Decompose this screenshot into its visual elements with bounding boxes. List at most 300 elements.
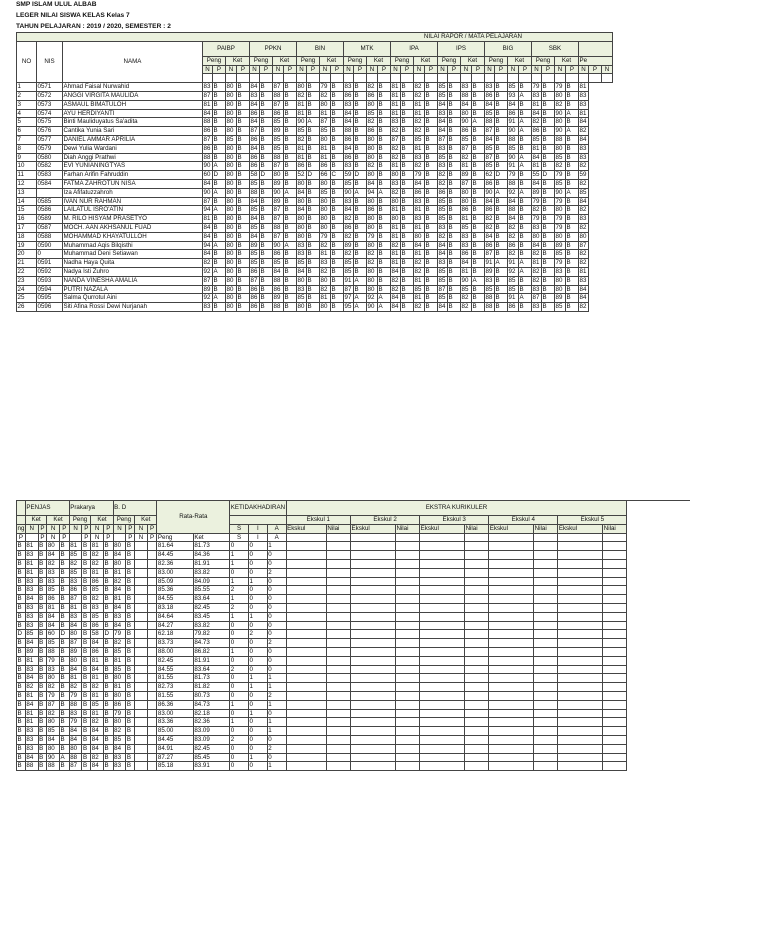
student-row [17, 674, 691, 683]
ekskul-cell [558, 709, 603, 718]
grade-cell [135, 727, 147, 736]
grade-cell: 81 [25, 559, 38, 568]
grade-cell: 90 [273, 241, 284, 250]
p-header: P [495, 65, 508, 74]
ekskul-cell [489, 691, 534, 700]
peng-header: Peng [485, 56, 508, 65]
grade-cell: B [126, 612, 135, 621]
ket-header: Ket [414, 56, 438, 65]
np-header: N [135, 533, 147, 542]
grade-table-1 [16, 32, 613, 312]
grade-cell: B [401, 118, 414, 127]
ekskul-cell [558, 559, 603, 568]
grade-cell: 80 [367, 276, 378, 285]
grade-cell: B [401, 294, 414, 303]
peng-header: Peng [69, 516, 91, 525]
n-header: N [203, 65, 213, 74]
ekskul-cell [420, 762, 465, 771]
student-row [17, 259, 613, 268]
grade-cell: B [38, 762, 47, 771]
grade-cell: B [126, 639, 135, 648]
absence-alpha: 0 [267, 612, 286, 621]
ekskul-cell [558, 753, 603, 762]
grade-cell: 80 [226, 197, 237, 206]
average-peng: 87.27 [157, 753, 193, 762]
student-nis: 0585 [37, 197, 63, 206]
grade-cell: 83 [532, 91, 542, 100]
grade-cell: 84 [344, 118, 354, 127]
ekskul-cell [326, 603, 350, 612]
empty-cell [226, 74, 237, 83]
grade-cell: 81 [391, 250, 401, 259]
ekskul-cell [326, 683, 350, 692]
grade-cell: B [103, 647, 113, 656]
peng-header: Peng [113, 516, 135, 525]
absence-permit: 1 [249, 683, 268, 692]
grade-cell: B [542, 276, 555, 285]
empty-cell [558, 533, 603, 542]
absence-sick: 1 [230, 700, 249, 709]
grade-cell: B [542, 144, 555, 153]
grade-cell: B [542, 100, 555, 109]
subject-header: BIG [485, 41, 532, 56]
grade-cell: B [448, 91, 461, 100]
grade-cell: B [38, 683, 47, 692]
ekskul-cell [465, 700, 489, 709]
grade-cell: A [213, 188, 226, 197]
grade-cell: 80 [113, 559, 126, 568]
grade-cell: B [566, 135, 579, 144]
grade-cell: B [284, 100, 297, 109]
empty-cell [670, 497, 690, 501]
column-no-header: NO [17, 41, 37, 82]
student-name: Binti Mauliduyatus Sa'adita [63, 118, 203, 127]
grade-cell: B [401, 232, 414, 241]
grade-cell: 81 [414, 294, 425, 303]
grade-cell: B [82, 691, 91, 700]
grade-cell: 83 [203, 303, 213, 312]
n-header: N [579, 65, 589, 74]
grade-cell: 90 [367, 303, 378, 312]
grade-cell: B [401, 285, 414, 294]
grade-cell: 85 [508, 276, 519, 285]
grade-cell: 87 [344, 285, 354, 294]
row-number: 18 [17, 232, 37, 241]
grade-cell: B [213, 179, 226, 188]
empty-cell [508, 74, 519, 83]
ekskul-cell [534, 568, 558, 577]
grade-cell: 86 [250, 153, 260, 162]
grade-cell: B [17, 744, 26, 753]
grade-cell [135, 665, 147, 674]
grade-cell: 83 [344, 162, 354, 171]
grade-cell: B [425, 91, 438, 100]
absence-permit: 1 [249, 612, 268, 621]
empty-cell [579, 74, 589, 83]
grade-cell: B [38, 542, 47, 551]
empty-cell [414, 74, 425, 83]
grade-cell: 88 [555, 135, 566, 144]
ekskul-cell [558, 718, 603, 727]
grade-cell: B [425, 153, 438, 162]
p-header: P [331, 65, 344, 74]
n-header: N [297, 65, 307, 74]
grade-cell: B [401, 135, 414, 144]
absence-type-header: S [230, 533, 249, 542]
ekskul-cell [465, 612, 489, 621]
grade-cell: B [60, 709, 70, 718]
ekskul-cell [558, 744, 603, 753]
empty-cell [485, 74, 495, 83]
grade-cell: B [425, 223, 438, 232]
grade-cell: 89 [69, 647, 82, 656]
empty-cell [542, 74, 555, 83]
grade-cell: 83 [438, 223, 448, 232]
ekskul-cell [603, 753, 627, 762]
grade-cell: 79 [555, 259, 566, 268]
grade-cell: B [38, 656, 47, 665]
grade-cell: 82 [391, 188, 401, 197]
grade-cell: 87 [273, 83, 284, 92]
ekskul-cell [465, 762, 489, 771]
grade-cell: 90 [555, 188, 566, 197]
ekskul-cell [534, 630, 558, 639]
grade-cell: B [519, 171, 532, 180]
student-row [17, 179, 613, 188]
grade-cell: B [519, 206, 532, 215]
average-ket: 84.73 [193, 700, 229, 709]
grade-cell: B [17, 762, 26, 771]
grade-cell: 86 [250, 109, 260, 118]
student-row [17, 215, 613, 224]
ekskul-cell [286, 559, 326, 568]
grade-cell: B [82, 621, 91, 630]
grade-cell: A [284, 241, 297, 250]
grade-cell: 82 [508, 250, 519, 259]
grade-cell [147, 762, 157, 771]
grade-cell: 83 [297, 250, 307, 259]
student-nis: 0577 [37, 135, 63, 144]
ekskul-cell [286, 639, 326, 648]
student-row [17, 542, 691, 551]
grade-cell: B [542, 267, 555, 276]
grade-cell: 80 [391, 171, 401, 180]
grade-cell: 86 [508, 241, 519, 250]
grade-cell: B [38, 559, 47, 568]
ekskul-cell [489, 603, 534, 612]
row-number: 15 [17, 206, 37, 215]
grade-cell: A [378, 188, 391, 197]
ekskul-cell [534, 691, 558, 700]
grade-cell: B [307, 241, 320, 250]
ekskul-cell [465, 656, 489, 665]
grade-cell: B [542, 303, 555, 312]
grade-cell: 79 [555, 83, 566, 92]
ekskul-cell [351, 665, 396, 674]
empty-cell [534, 533, 558, 542]
ekskul-cell [558, 586, 603, 595]
student-row [17, 135, 613, 144]
ekskul-cell [558, 630, 603, 639]
grade-cell: 81 [532, 162, 542, 171]
grade-cell: 85 [47, 586, 60, 595]
grade-cell: 85 [69, 551, 82, 560]
grade-cell: B [354, 232, 367, 241]
ekskul-cell [603, 577, 627, 586]
grade-cell: B [425, 250, 438, 259]
ekskul-cell [286, 577, 326, 586]
student-nis: 0582 [37, 162, 63, 171]
grade-cell: 83 [25, 577, 38, 586]
average-ket: 81.91 [193, 559, 229, 568]
ekskul-cell [603, 586, 627, 595]
ekskul-cell [465, 718, 489, 727]
grade-cell: B [237, 83, 250, 92]
grade-cell: 80 [367, 100, 378, 109]
student-name: FATMA ZAHROTUN NISA [63, 179, 203, 188]
grade-cell: D [542, 171, 555, 180]
empty-cell [555, 74, 566, 83]
grade-cell: B [448, 206, 461, 215]
grade-cell: 86 [344, 135, 354, 144]
empty-cell [420, 533, 465, 542]
ekskul-cell [558, 568, 603, 577]
grade-cell: 85 [438, 267, 448, 276]
grade-cell: 84 [461, 259, 472, 268]
ekskul-cell [534, 727, 558, 736]
grade-cell: B [260, 153, 273, 162]
absence-sick: 1 [230, 612, 249, 621]
grade-cell: 82 [414, 259, 425, 268]
ekskul-cell [489, 551, 534, 560]
grade-cell [147, 683, 157, 692]
ekskul-cell [286, 665, 326, 674]
grade-cell: B [237, 91, 250, 100]
grade-cell: 81 [91, 691, 104, 700]
ekskul-cell [489, 639, 534, 648]
grade-cell: 84 [297, 188, 307, 197]
grade-cell: 87 [273, 100, 284, 109]
grade-cell: 83 [113, 762, 126, 771]
subject-header-row [17, 41, 613, 56]
grade-cell: 90 [203, 162, 213, 171]
grade-cell: B [401, 267, 414, 276]
ekskul-cell [420, 559, 465, 568]
grade-cell: B [401, 206, 414, 215]
grade-cell: 84 [508, 215, 519, 224]
grade-cell: A [354, 188, 367, 197]
ekskul-cell [534, 674, 558, 683]
grade-cell: B [38, 718, 47, 727]
grade-cell: 95 [344, 303, 354, 312]
grade-cell: B [60, 727, 70, 736]
grade-cell: B [260, 179, 273, 188]
grade-cell: B [38, 700, 47, 709]
grade-cell: 79 [113, 630, 126, 639]
ekskul-cell [286, 542, 326, 551]
grade-cell: 80 [69, 656, 82, 665]
grade-cell: B [284, 267, 297, 276]
student-row [17, 197, 613, 206]
ekskul-cell [286, 595, 326, 604]
grade-cell: 85 [344, 267, 354, 276]
ekskul-cell [326, 691, 350, 700]
student-nis: 0592 [37, 267, 63, 276]
grade-cell: B [472, 241, 485, 250]
grade-cell: B [126, 691, 135, 700]
grade-cell: B [401, 241, 414, 250]
grade-cell [147, 551, 157, 560]
ekskul-cell [534, 762, 558, 771]
grade-cell: B [60, 595, 70, 604]
grade-cell: B [237, 206, 250, 215]
student-nis: 0593 [37, 276, 63, 285]
subject-header: SBK [532, 41, 579, 56]
grade-cell [135, 630, 147, 639]
ekskul-cell [465, 586, 489, 595]
grade-cell [135, 577, 147, 586]
student-row [17, 250, 613, 259]
grade-cell: 86 [344, 153, 354, 162]
row-number: 17 [17, 223, 37, 232]
grade-table-2-container [16, 497, 690, 827]
empty-cell [603, 533, 627, 542]
empty-cell [448, 74, 461, 83]
grade-cell: B [566, 223, 579, 232]
row-number: 26 [17, 303, 37, 312]
empty-cell [532, 74, 542, 83]
grade-cell: B [495, 153, 508, 162]
average-peng: 62.18 [157, 630, 193, 639]
grade-cell: B [331, 250, 344, 259]
average-peng: 88.00 [157, 647, 193, 656]
ekskul-cell [395, 665, 419, 674]
grade-cell: 85 [226, 135, 237, 144]
grade-cell: B [448, 135, 461, 144]
grade-cell: B [495, 197, 508, 206]
grade-cell: 82 [91, 551, 104, 560]
grade-cell: 86 [508, 109, 519, 118]
ekskul-cell [351, 718, 396, 727]
grade-cell: B [126, 559, 135, 568]
grade-cell: 92 [508, 188, 519, 197]
grade-cell: 89 [555, 241, 566, 250]
grade-cell: 83 [113, 612, 126, 621]
grade-cell: B [401, 109, 414, 118]
grade-cell: 85 [47, 727, 60, 736]
grade-cell: 91 [508, 118, 519, 127]
student-nis: 0583 [37, 171, 63, 180]
student-name: MOCH. AAN AKHSANUL FUAD [63, 223, 203, 232]
grade-cell: B [448, 215, 461, 224]
grade-cell: B [284, 197, 297, 206]
grade-cell: B [401, 83, 414, 92]
grade-cell: B [17, 691, 26, 700]
grade-cell: 79 [69, 691, 82, 700]
grade-cell: 60 [47, 630, 60, 639]
grade-cell: 83 [579, 91, 589, 100]
average-ket: 84.73 [193, 639, 229, 648]
grade-cell: 82 [344, 250, 354, 259]
grade-cell: B [103, 603, 113, 612]
grade-cell: B [260, 294, 273, 303]
student-nis: 0 [37, 250, 63, 259]
grade-cell: B [126, 744, 135, 753]
grade-cell: 82 [25, 683, 38, 692]
grade-cell: A [213, 162, 226, 171]
grade-cell: 84 [91, 665, 104, 674]
student-row [17, 700, 691, 709]
row-number: 24 [17, 285, 37, 294]
row-number: 5 [17, 118, 37, 127]
grade-cell: 87 [250, 276, 260, 285]
grade-cell: B [17, 700, 26, 709]
grade-cell: B [260, 118, 273, 127]
ekskul-group-header: Ekskul 1 [286, 516, 350, 525]
grade-cell: 81 [579, 267, 589, 276]
grade-cell: 81 [25, 691, 38, 700]
grade-cell [147, 603, 157, 612]
grade-cell: B [103, 727, 113, 736]
grade-cell: 86 [91, 621, 104, 630]
student-row [17, 223, 613, 232]
grade-cell: B [425, 100, 438, 109]
grade-cell: B [307, 179, 320, 188]
grade-cell: B [472, 285, 485, 294]
grade-cell: B [60, 551, 70, 560]
grade-cell: B [519, 250, 532, 259]
grade-cell: 84 [69, 727, 82, 736]
grade-cell: B [542, 162, 555, 171]
grade-cell: 82 [414, 162, 425, 171]
empty-cell [395, 533, 419, 542]
grade-cell: 80 [532, 232, 542, 241]
grade-cell: 84 [69, 621, 82, 630]
average-peng: 84.91 [157, 744, 193, 753]
grade-cell: 82 [367, 83, 378, 92]
grade-table-1-container [16, 32, 768, 362]
absence-sick: 1 [230, 577, 249, 586]
grade-cell: B [60, 683, 70, 692]
grade-cell: 80 [69, 630, 82, 639]
row-number: 14 [17, 197, 37, 206]
grade-cell: B [126, 551, 135, 560]
grade-cell: 88 [250, 188, 260, 197]
grade-cell: 84 [579, 294, 589, 303]
absence-type-header: I [249, 524, 268, 533]
grade-cell: 85 [297, 294, 307, 303]
grade-cell: 89 [273, 294, 284, 303]
average-ket: 85.55 [193, 586, 229, 595]
ekskul-cell [534, 542, 558, 551]
grade-cell: 80 [320, 135, 331, 144]
ekskul-cell [420, 603, 465, 612]
grade-cell: B [17, 647, 26, 656]
grade-cell [147, 735, 157, 744]
absence-sick: 0 [230, 762, 249, 771]
grade-cell: B [566, 179, 579, 188]
average-peng: 84.45 [157, 735, 193, 744]
ekskul-cell [420, 665, 465, 674]
grade-cell: A [519, 127, 532, 136]
grade-cell: 83 [579, 144, 589, 153]
np-header: P [103, 533, 113, 542]
grade-cell: D [307, 171, 320, 180]
grade-cell: 81 [297, 153, 307, 162]
grade-cell: 82 [579, 303, 589, 312]
ekskul-cell [489, 595, 534, 604]
grade-cell: B [566, 259, 579, 268]
